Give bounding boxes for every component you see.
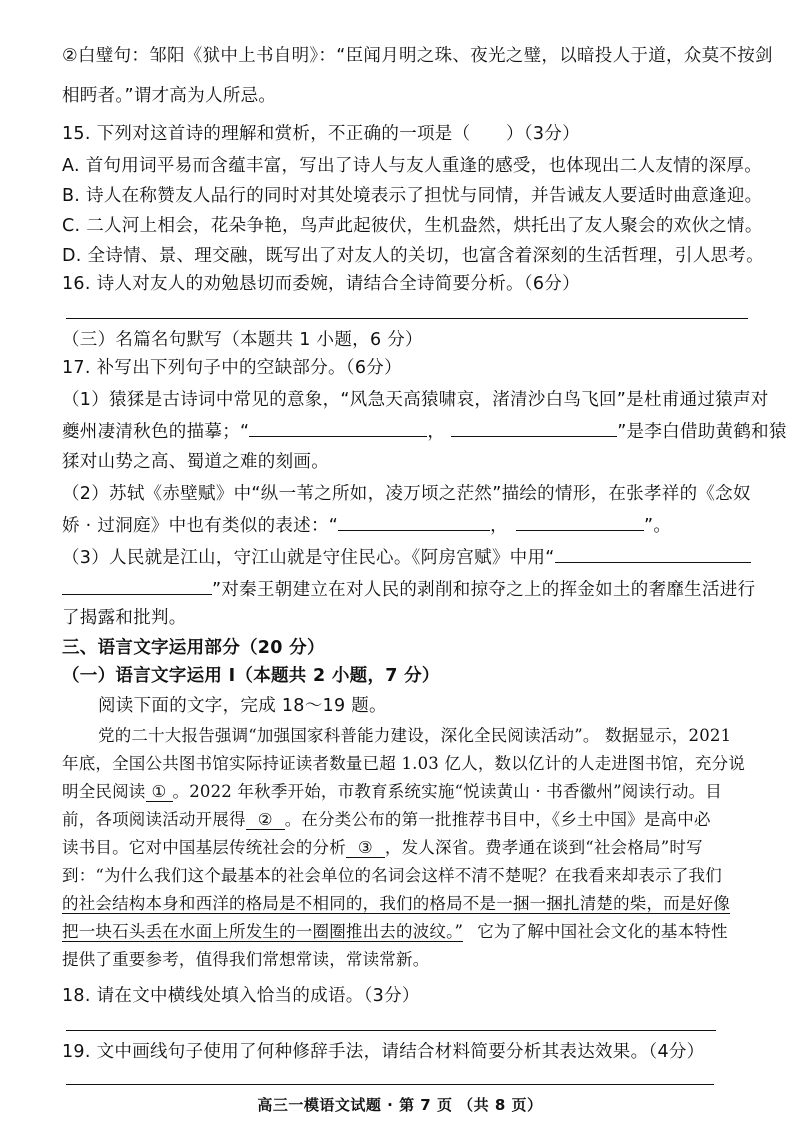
note-2-cont: 相眄者。”谓才高为人所忌。 — [62, 86, 277, 106]
q17-part1-line2 — [62, 418, 787, 444]
blank-marker-1[interactable]: ① — [146, 782, 173, 802]
q17-part1-line3: 猱对山势之高、蜀道之难的刻画。 — [62, 452, 329, 472]
passage-line-3-tail: 。2022 年秋季开始，市教育系统实施“悦读黄山 · 书香徽州”阅读行动。目 — [172, 782, 722, 801]
passage-line-4-tail: 。在分类公布的第一批推荐书目中，《乡土中国》是高中必 — [284, 810, 711, 829]
fill-blank-1[interactable] — [249, 418, 427, 437]
q17-part2: （2）苏轼《赤壁赋》中“纵一苇之所如，凌万顷之茫然”描绘的情形，在张孝祥的《念奴 — [62, 484, 751, 504]
page-footer: 高三一模语文试题 · 第 7 页 （共 8 页） — [257, 1096, 543, 1114]
blank-marker-3[interactable]: ③ — [346, 838, 385, 858]
fill-blank-6[interactable] — [62, 576, 212, 595]
option-d: D. 全诗情、景、理交融，既写出了对友人的关切，也富含着深刻的生活哲理，引人思考。 — [62, 246, 764, 266]
part-3-heading: 三、语言文字运用部分（20 分） — [62, 638, 325, 658]
q17-comma-2: ， — [490, 516, 508, 536]
answer-line-18[interactable] — [66, 1030, 716, 1031]
passage-line-5-lead: 读书目。它对中国基层传统社会的分析 — [62, 838, 346, 857]
q17-part1-lead: 夔州凄清秋色的描摹；“ — [62, 422, 250, 442]
q17-comma-1: ， — [427, 422, 446, 442]
passage-line-3 — [62, 780, 762, 804]
q17-part3-tail: ”对秦王朝建立在对人民的剥削和掠夺之上的挥金如土的奢靡生活进行 — [212, 580, 756, 600]
blank-marker-2[interactable]: ② — [246, 810, 285, 830]
section-3-heading: （三）名篇名句默写（本题共 1 小题，6 分） — [62, 330, 423, 350]
q17-part3-line3: 了揭露和批判。 — [62, 608, 187, 628]
passage-line-1: 党的二十大报告强调“加强国家科普能力建设，深化全民阅读活动”。 数据显示，2021 — [98, 726, 732, 745]
q17-part3-line2 — [62, 576, 762, 602]
option-a: A. 首句用词平易而含蕴丰富，写出了诗人与友人重逢的感受，也体现出二人友情的深厚。 — [62, 156, 763, 176]
passage-line-2: 年底，全国公共图书馆实际持证读者数量已超 1.03 亿人，数以亿计的人走进图书馆，充分说 — [62, 754, 746, 773]
passage-line-7-underlined — [62, 892, 762, 916]
answer-line-16[interactable] — [66, 318, 748, 319]
question-15: 15. 下列对这首诗的理解和赏析，不正确的一项是（ ）（3分） — [62, 124, 580, 144]
fill-blank-2[interactable] — [451, 418, 617, 437]
q17-part2-tail: ”。 — [643, 516, 672, 536]
fill-blank-4[interactable] — [516, 512, 644, 531]
passage-line-8-tail: 它为了解中国社会文化的基本特性 — [477, 922, 728, 941]
passage-line-4 — [62, 808, 762, 832]
underlined-sentence-part1: 的社会结构本身和西洋的格局是不相同的，我们的格局不是一捆一捆扎清楚的柴，而是好像 — [62, 894, 730, 913]
question-19: 19. 文中画线句子使用了何种修辞手法，请结合材料简要分析其表达效果。（4分） — [62, 1042, 705, 1062]
subsection-1-heading: （一）语言文字运用 Ⅰ（本题共 2 小题，7 分） — [62, 666, 440, 686]
passage-line-8 — [62, 920, 762, 944]
q17-part2-lead: 娇 · 过洞庭》中也有类似的表述：“ — [62, 516, 339, 536]
q17-part2-line2 — [62, 512, 762, 538]
q17-part1: （1）猿猱是古诗词中常见的意象，“风急天高猿啸哀，渚清沙白鸟飞回”是杜甫通过猿声对 — [62, 390, 769, 410]
passage-line-9: 提供了重要参考，值得我们常想常读，常读常新。 — [62, 950, 430, 969]
passage-line-3-lead: 明全民阅读 — [62, 782, 146, 801]
question-17: 17. 补写出下列句子中的空缺部分。（6分） — [62, 358, 402, 378]
reading-instruction: 阅读下面的文字，完成 18～19 题。 — [98, 696, 387, 716]
q17-part3 — [62, 544, 762, 570]
passage-line-5 — [62, 836, 762, 860]
q17-part1-tail: ”是李白借助黄鹤和猿 — [617, 422, 787, 442]
fill-blank-5[interactable] — [555, 544, 751, 563]
passage-line-4-lead: 前，各项阅读活动开展得 — [62, 810, 246, 829]
fill-blank-3[interactable] — [338, 512, 490, 531]
option-b: B. 诗人在称赞友人品行的同时对其处境表示了担忧与同情，并告诫友人要适时曲意逢迎。 — [62, 186, 763, 206]
option-c: C. 二人河上相会，花朵争艳，鸟声此起彼伏，生机盎然，烘托出了友人聚会的欢伙之情。 — [62, 216, 763, 236]
passage-line-5-tail: ，发人深省。费孝通在谈到“社会格局”时写 — [384, 838, 703, 857]
passage-line-6: 到：“为什么我们这个最基本的社会单位的名词会这样不清不楚呢？在我看来却表示了我们 — [62, 866, 722, 885]
note-2: ②白璧句：邹阳《狱中上书自明》：“臣闻月明之珠、夜光之璧，以暗投人于道，众莫不按剑 — [62, 46, 773, 66]
q17-part3-lead: （3）人民就是江山，守江山就是守住民心。《阿房宫赋》中用“ — [62, 548, 555, 568]
answer-line-19[interactable] — [66, 1084, 714, 1085]
question-18: 18. 请在文中横线处填入恰当的成语。（3分） — [62, 986, 420, 1006]
underlined-sentence-part2: 把一块石头丢在水面上所发生的一圈圈推出去的波纹。” — [62, 922, 464, 941]
question-16: 16. 诗人对友人的劝勉恳切而委婉，请结合全诗简要分析。（6分） — [62, 274, 580, 294]
